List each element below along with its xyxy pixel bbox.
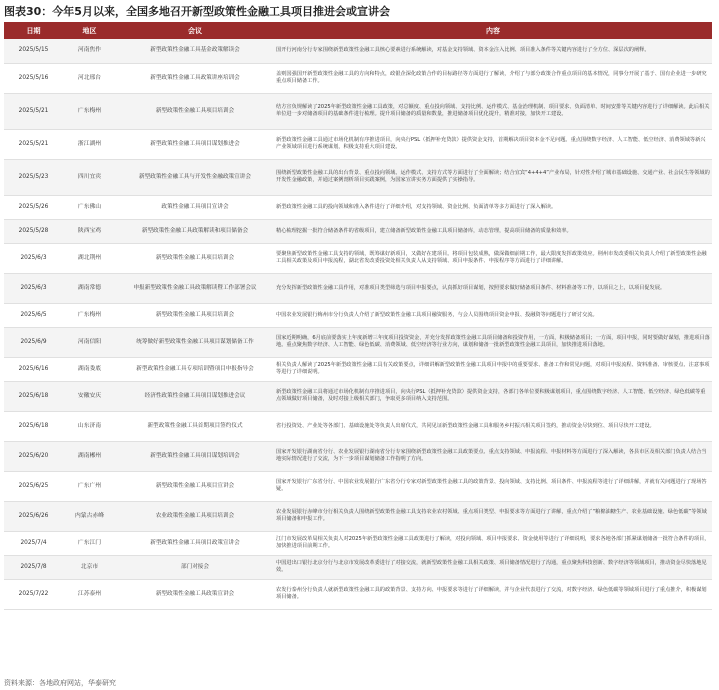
table-row [4,471,712,501]
cell-date: 2025/7/22 [4,579,63,609]
table-row [4,195,712,219]
table-row [4,39,712,63]
table-row [4,531,712,555]
cell-content: 相关负责人解读了2025年新型政策性金融工具有关政策要点，详细讲解新型政策性金融工具项目申报中的重要要求、准备工作和常见问题，对项目申报流程、资料准备、审核要点、注意事项等进行了详细说明。 [274,357,712,381]
table-row [4,357,712,381]
cell-region: 山东济南 [63,411,116,441]
table-row [4,63,712,93]
cell-content: 新型政策性金融工具将通过市场化机制有序推进项目，向央行PSL（抵押补充贷款）提供资金支持，各部门各单位要积极谋划项目，重点围绕数字经济、人工智能、低空经济、绿色低碳等重点领域做好项目储备，及时对接上级相关部门，争取更多项目纳入支持范围。 [274,381,712,411]
cell-date: 2025/6/18 [4,381,63,411]
cell-meeting: 新型政策性金融工具项目培训会 [116,243,274,273]
cell-meeting: 新型政策性金融工具项目谋划培训会 [116,441,274,471]
cell-region: 江苏泰州 [63,579,116,609]
cell-date: 2025/6/16 [4,357,63,381]
cell-date: 2025/7/8 [4,555,63,579]
header-content: 内容 [274,22,712,39]
cell-content: 中国进出口银行北京分行与北京市发展改革委进行了对接交流，就新型政策性金融工具相关政策、项目储备情况进行了沟通，重点聚焦科技创新、数字经济等领域项目，推动资金尽快落地见效。 [274,555,712,579]
cell-meeting: 新型政策性金融工具项目培训会 [116,303,274,327]
header-meeting: 会议 [116,22,274,39]
cell-content: 结方宣负规解读了2025年新型政策性金融工具政策，对总额度、重点投向领域、支持比例、运作模式、基金治理机制、项目要求、负面清单、时间安排等关键内容进行了详细解读。此后相关单位进一步对储备项目的基础条件进行梳理。提升项目储备的质量和数量，推进储备项目优化提升，精准对接，加快开工建设。 [274,93,712,129]
cell-date: 2025/5/16 [4,63,63,93]
cell-content: 省行投资处、产业处等各部门、基础设施处等负责人出席仪式，共同见证新型政策性金融工具和服务乡村振兴相关项目签约，推动资金尽快到位、项目尽快开工建设。 [274,411,712,441]
cell-date: 2025/5/15 [4,39,63,63]
cell-date: 2025/5/21 [4,93,63,129]
cell-date: 2025/5/21 [4,129,63,159]
header-region: 地区 [63,22,116,39]
cell-date: 2025/5/23 [4,159,63,195]
cell-region: 湖北荆州 [63,243,116,273]
cell-content: 农发行泰州分行负责人就新型政策性金融工具的政策背景、支持方向、申报要求等进行了详细解读，并与企业代表进行了交流，对数字经济、绿色低碳等领域项目进行了重点推介，积极谋划项目储备。 [274,579,712,609]
cell-region: 湖南娄底 [63,357,116,381]
cell-region: 湖南常德 [63,273,116,303]
cell-meeting: 新型政策性金融工具项目宣讲会 [116,471,274,501]
cell-region: 广东广州 [63,471,116,501]
cell-content: 农业发展银行赤峰市分行相关负责人围绕新型政策性金融工具支持农业农村领域、重点项目类型、申报要求等方面进行了讲解，重点介绍了“粮棉油糖生产、农业基础设施、绿色低碳”等领域项目储备和申报工作。 [274,501,712,531]
cell-region: 河南信阳 [63,327,116,357]
cell-meeting: 农业政策性金融工具项目培训会 [116,501,274,531]
figure-title: 图表30：今年5月以来，全国多地召开新型政策性金融工具项目推进会或宣讲会 [4,5,390,18]
cell-content: 围绕新型政策性金融工具的出台背景、重点投向领域、运作模式、支持方式等方面进行了全面解读；结合宜宾“4+4+4”产业布局，针对性介绍了城市基础设施、交通产业、社会民生等领域的开发性金融政策，并通过案例剖析项目实践案例，为国家宣讲实务方面提供了实操指导。 [274,159,712,195]
cell-region: 浙江湖州 [63,129,116,159]
cell-content: 新型政策性金融工具的投向领域和准入条件进行了详细介绍，对支持领域、资金比例、负面清单等多方面进行了深入解读。 [274,195,712,219]
cell-meeting: 新型政策性金融工具政策宣讲会 [116,579,274,609]
cell-meeting: 新型政策性金融工具基金政策解读会 [116,39,274,63]
cell-meeting: 新型政策性金融工具政策讲座培训会 [116,63,274,93]
table-row [4,243,712,273]
table-row [4,273,712,303]
cell-region: 广东梅州 [63,303,116,327]
table-row [4,327,712,357]
meetings-table [4,22,712,610]
table-row [4,93,712,129]
table-row [4,129,712,159]
table-row [4,501,712,531]
cell-region: 北京市 [63,555,116,579]
source-note: 资料来源：各地政府网站，华泰研究 [4,679,116,687]
cell-meeting: 部门对接会 [116,555,274,579]
cell-region: 河南焦作 [63,39,116,63]
cell-region: 广东梅州 [63,93,116,129]
cell-date: 2025/6/3 [4,243,63,273]
cell-content: 国家开发银行广东省分行、中国农业发展银行广东省分行专家对新型政策性金融工具的政策背景、投向领域、支持比例、项目条件、申报流程等进行了详细讲解，并就有关问题进行了现场答疑。 [274,471,712,501]
table-row [4,159,712,195]
cell-content: 精心梳理挖掘一批符合储备条件的省级项目，建立储备新型政策性金融工具项目储备库，动态管理，提高项目储备的质量和效率。 [274,219,712,243]
cell-meeting: 新型政策性金融工具项目培训会 [116,93,274,129]
cell-content: 盖则国强国开新型政策性金融工具的方向和特点，政银企深化政策合作的目标路径等方面进行了解读，介绍了与部分政策合作重点项目的基本情况，同事分开展了基于、国有企业进一步研究重点项目储备工作。 [274,63,712,93]
cell-meeting: 新型政策性金融工具项目谋划推进会 [116,129,274,159]
table-row [4,579,712,609]
cell-date: 2025/6/18 [4,411,63,441]
header-date: 日期 [4,22,63,39]
table-row [4,411,712,441]
cell-region: 广东江门 [63,531,116,555]
cell-meeting: 统筹做好新型政策性金融工具项目谋划储备工作 [116,327,274,357]
cell-date: 2025/7/4 [4,531,63,555]
cell-meeting: 新型政策性金融工具项目政策宣讲会 [116,531,274,555]
cell-date: 2025/6/3 [4,273,63,303]
cell-meeting: 新型政策性金融工具政策解读和项目储备会 [116,219,274,243]
cell-meeting: 经济性政策性金融工具项目谋划推进会议 [116,381,274,411]
cell-region: 陕西宝鸡 [63,219,116,243]
table-header-row [4,22,712,39]
cell-content: 充分发挥新型政策性金融工具作用，对准项目类型筛选与项目申报要点，认真抓好项目谋划，按照要求做好储备项目条件、材料准备等工作，以项目之上，以项目促发展。 [274,273,712,303]
cell-content: 中国农业发展银行梅州市分行负责人介绍了新型政策性金融工具项目融资服务，与会人员围绕项目资金申报、投融资等问题进行了研讨交流。 [274,303,712,327]
cell-date: 2025/6/9 [4,327,63,357]
cell-region: 河北邢台 [63,63,116,93]
cell-meeting: 申报新型政策性金融工具政策解读暨工作部署会议 [116,273,274,303]
cell-date: 2025/5/28 [4,219,63,243]
cell-date: 2025/6/26 [4,501,63,531]
cell-content: 国家开发银行湖南省分行、农业发展银行湖南省分行专家围绕新型政策性金融工具政策要点、重点支持领域、申报流程、申报材料等方面进行了深入解读，各县市区及相关部门负责人结合当地实际情况进行了交流，为下一步项目谋划储备工作指明了方向。 [274,441,712,471]
table-row [4,381,712,411]
cell-region: 内蒙古赤峰 [63,501,116,531]
cell-meeting: 政策性金融工具项目宣讲会 [116,195,274,219]
cell-meeting: 新型政策性金融工具专项培训暨项目申报指导会 [116,357,274,381]
table-row [4,441,712,471]
cell-meeting: 新型政策性金融工具与开发性金融政策宣讲会 [116,159,274,195]
table-row [4,219,712,243]
table-body [4,39,712,609]
cell-date: 2025/6/20 [4,441,63,471]
cell-content: 江门市发展改革局相关负责人对2025年新型政策性金融工具政策进行了解读，对投向领域、项目申报要求、资金使用等进行了详细说明，要求各地各部门抓紧谋划储备一批符合条件的项目，加快推进项目前期工作。 [274,531,712,555]
cell-date: 2025/6/25 [4,471,63,501]
cell-region: 湖南郴州 [63,441,116,471]
cell-region: 四川宜宾 [63,159,116,195]
cell-region: 广东佛山 [63,195,116,219]
cell-date: 2025/5/26 [4,195,63,219]
cell-content: 国家近期明确，6月底前要落实上年度新增三年度项目投资资金，并充分发挥政策性金融工具项目储备和投资作用，一方面，积极储备项目；一方面，项目申报，同时要做好谋划，推进项目落地。重点聚焦数字经济、人工智能、绿色低碳、消费领域、低空经济等行业方向，谋划和储备一批新型政策性金融工具项目，加快推进项目落地。 [274,327,712,357]
cell-region: 安徽安庆 [63,381,116,411]
cell-content: 国开行河南分行专家围绕新型政策性金融工具核心要素进行系统解读，对基金支持领域、资本金注入比例、项目准入条件等关键内容进行了全方位、深层次的阐释。 [274,39,712,63]
table-row [4,555,712,579]
table-row [4,303,712,327]
cell-meeting: 新型政策性金融工具首期项目签约仪式 [116,411,274,441]
cell-date: 2025/6/5 [4,303,63,327]
cell-content: 新型政策性金融工具通过市场化机制有序推进项目，向央行PSL（抵押补充贷款）提供资金支持，首期解决项目资本金不足问题。重点围绕数字经济、人工智能、低空经济、消费领域等新兴产业领域项目进行系统谋划，积极支持重大项目建设。 [274,129,712,159]
cell-content: 要聚焦新型政策性金融工具支持的领域，既筹谋好新项目，又做好在建项目。将项目包装成熟，做深做细前期工作，最大限度发挥政策效应。荆州市发改委相关负责人介绍了新型政策性金融工具相关政策及项目申报流程，湖北省发改委投资处相关负责人从支持领域、项目申报条件、申报程序等方面进行了详细讲解。 [274,243,712,273]
